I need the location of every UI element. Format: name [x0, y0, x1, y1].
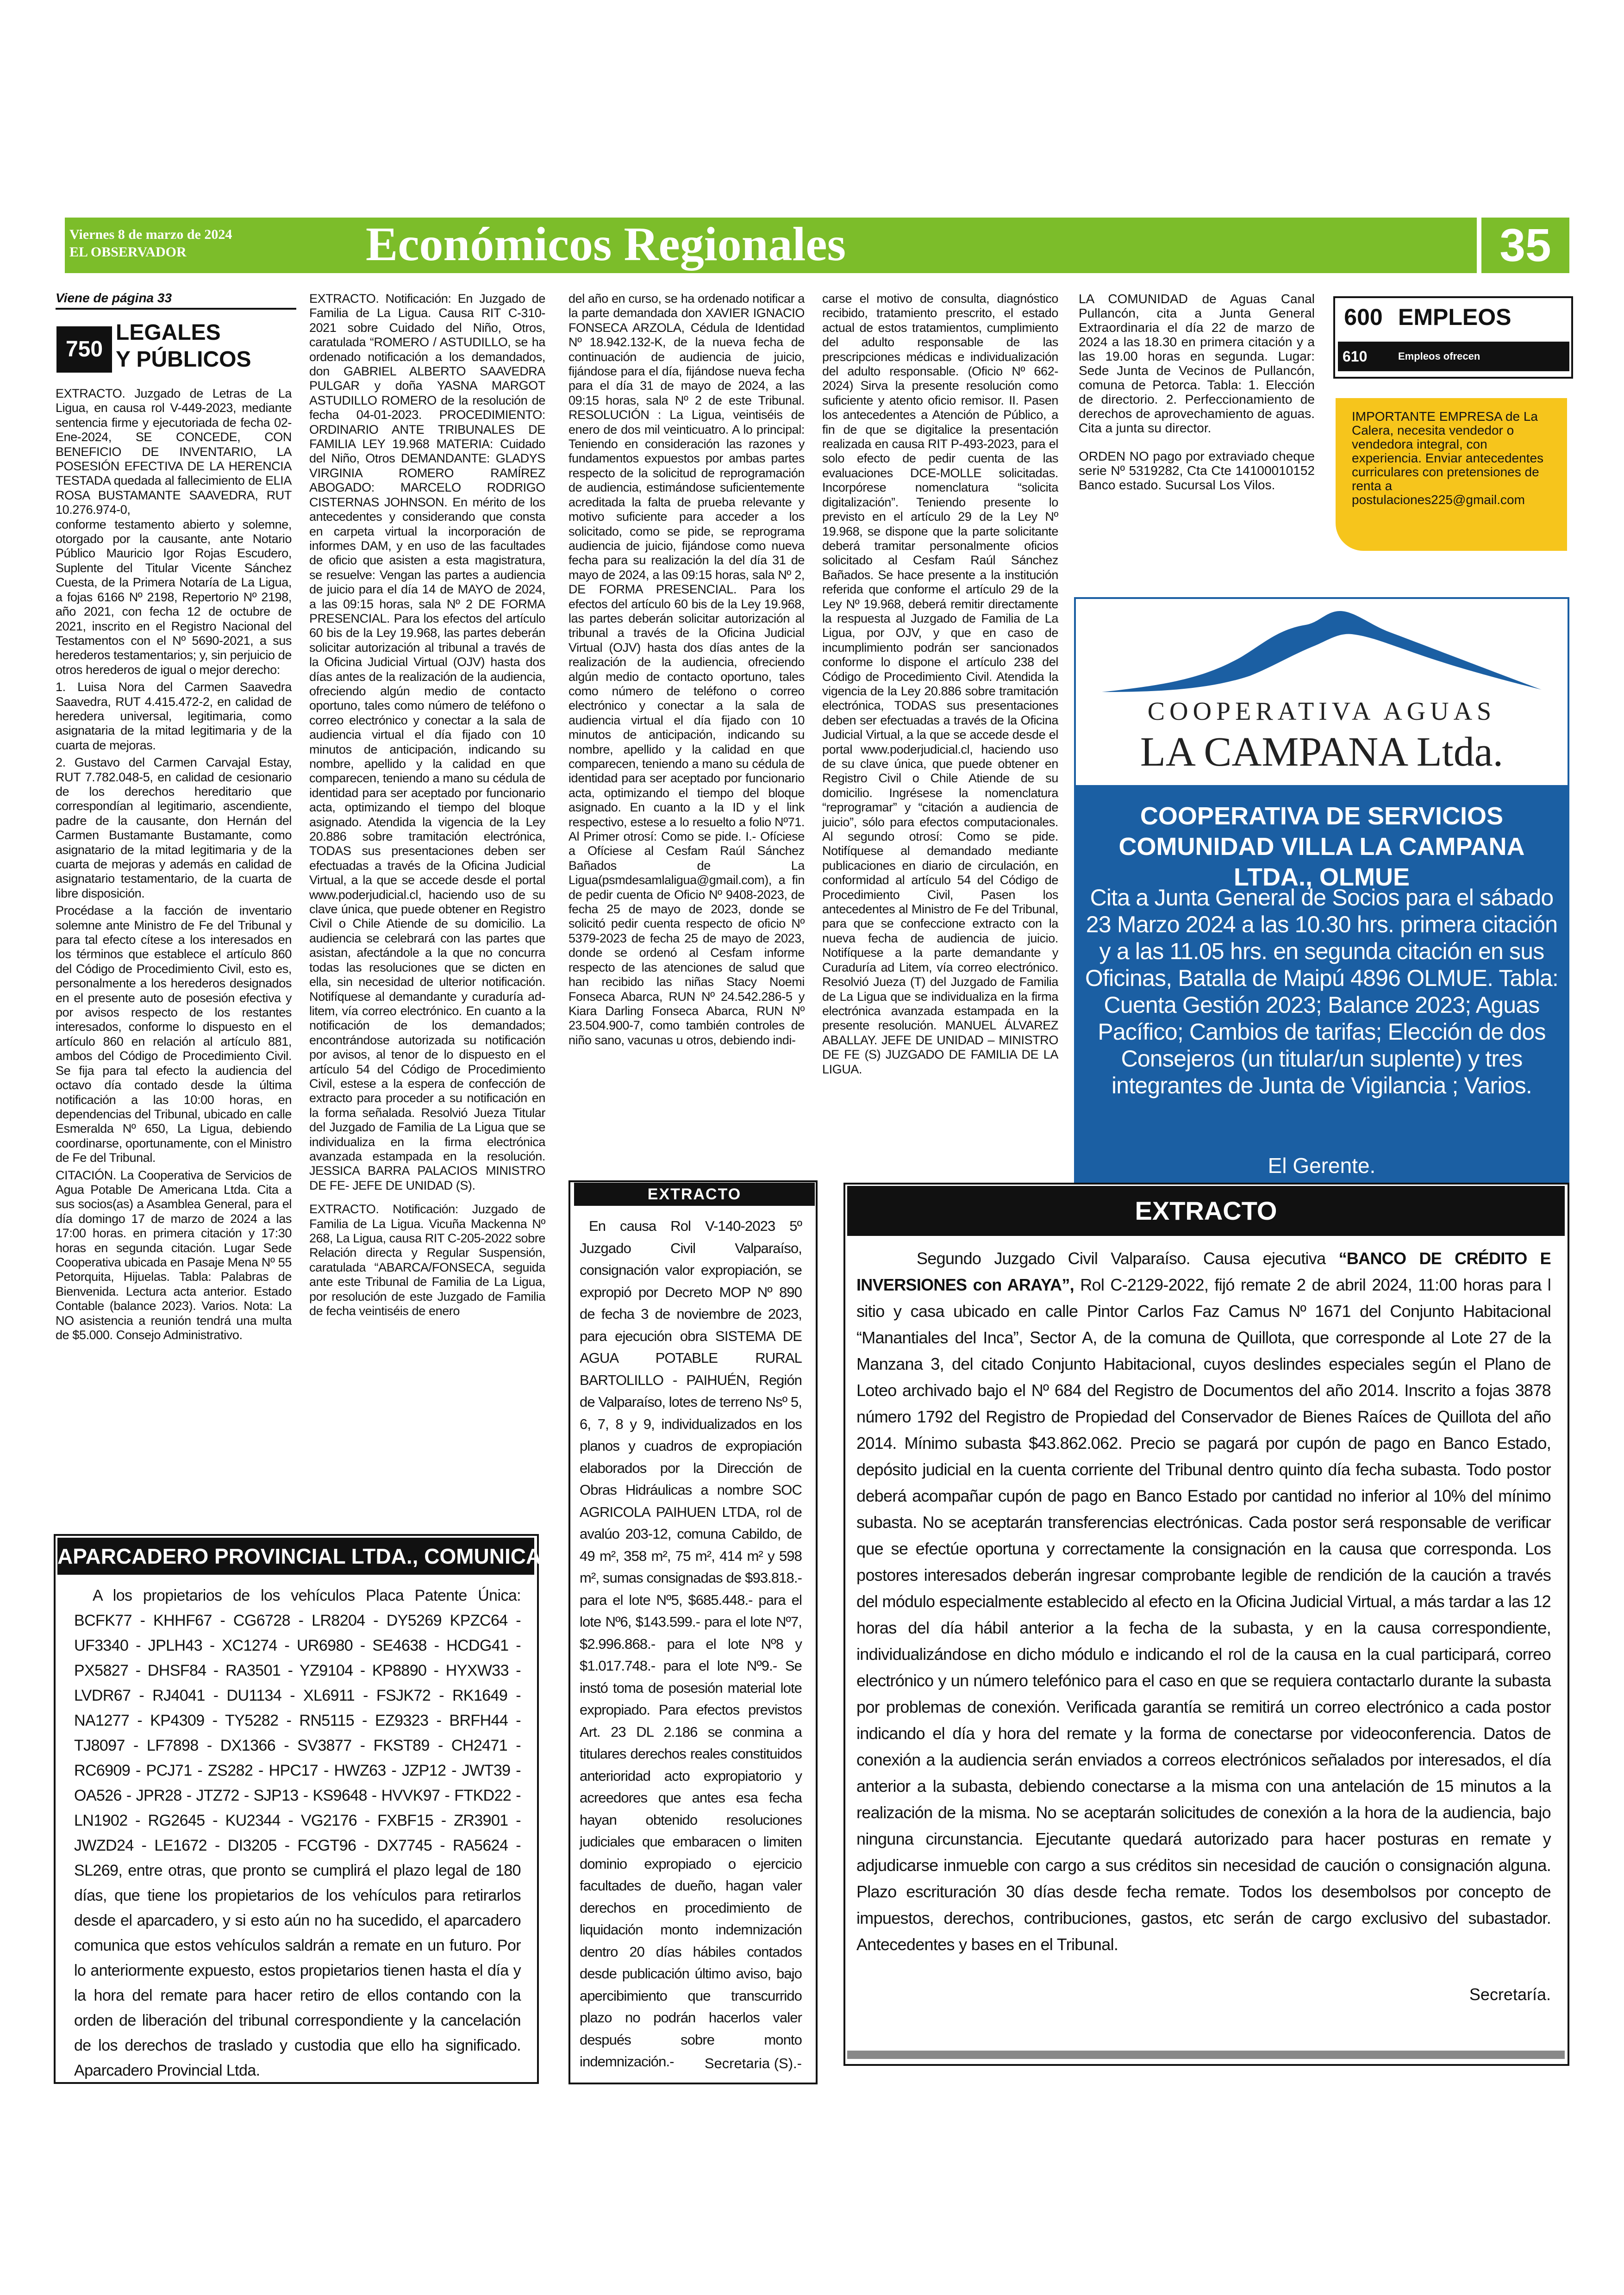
column-2-notices: [309, 292, 545, 1509]
section-code: 750: [56, 326, 112, 373]
cooperativa-heading: COOPERATIVA DE SERVICIOS COMUNIDAD VILLA LA CAMPANA LTDA., OLMUE: [1118, 802, 1525, 891]
cooperativa-signature: El Gerente.: [1268, 1154, 1376, 1178]
cooperativa-logo-line-2: LA CAMPANA Ltda.: [1140, 729, 1504, 775]
notice-extracto-abarca: EXTRACTO. Notificación: Juzgado de Familia de La Ligua. Vicuña Mackenna Nº 268, La Ligua, causa RIT C-205-2022 sobre Relación directa y Regular Suspensión, caratulada “ABARCA/FONSECA, seguida ante este Tribunal de Familia de La Ligua, por resolución de este Juzgado de Familia de fecha veintiséis de enero: [309, 1202, 545, 1318]
extracto-expropiacion-title: EXTRACTO: [574, 1183, 815, 1206]
column-5-notices: [1079, 292, 1315, 551]
extracto-remate-body-wrap: [856, 1245, 1551, 1995]
job-ad-text: IMPORTANTE EMPRESA de La Calera, necesita vendedor o vendedora integral, con experiencia. Enviar antecedentes curriculares con pretensiones de renta a postulaciones225@gmail.com: [1352, 409, 1544, 507]
empleos-sub-code: 610: [1343, 345, 1380, 368]
column-3-notices: [568, 292, 805, 1180]
extracto-remate-rest: Rol C-2129-2022, fijó remate 2 de abril 2024, 11:00 horas para l sitio y casa ubicado en calle Pintor Carlos Faz Camus Nº 1671 del Conjunto Habitacional “Manantiales del Inca”, Sector A, de la comuna de Quillota, que corresponde al Lote 27 de la Manzana 3, del citado Conjunto Habitacional, cuyos deslindes especiales según el Plano de Loteo archivado bajo el Nº 684 del Registro de Documentos del año 2014. Inscrito a fojas 3878 número 1792 del Registro de Propiedad del Conservador de Bienes Raíces de Quillota del año 2014. Mínimo subasta $43.862.062. Precio se pagará por cupón de pago en Banco Estado, depósito judicial en la cuenta corriente del Tribunal dentro quinto día fecha subasta. Todo postor deberá acompañar cupón de pago en Banco Estado por cantidad no inferior al 10% del mínimo subasta. No se aceptarán transferencias electrónicas. Cada postor será responsable de verificar que se efectúe oportuna y correctamente la consignación en la causa que corresponda. Los postores interesados deberán ingresar comprobante legible de rendición de la caución a través del módulo especialmente establecido al efecto en la Oficina Judicial Virtual, a más tardar a las 12 horas del día hábil anterior a la fecha de la subasta, y en la causa correspondiente, individualizándose en dicho módulo e indicando el rol de la causa en la cual participará, correo electrónico y un número telefónico para el caso en que se requiera contactarlo durante la subasta por problemas de conexión. Verificada garantía se remitirá un correo electrónico a cada postor indicando el día y hora del remate y la forma de conectarse por videoconferencia. Datos de conexión a la audiencia serán enviados a correos electrónicos señalados por interesados, el día anterior a la subasta, debiendo conectarse a la misma con una antelación de 15 minutos a la realización de la misma. No se aceptarán solicitudes de conexión a la hora de la audiencia, bajo ninguna circunstancia. Ejecutante quedará autorizado para hacer posturas en remate y adjudicarse inmueble con cargo a sus créditos sin necesidad de caución o consignación alguna. Plazo escrituración 30 días desde fecha remate. Todos los desembolsos por concepto de impuestos, derechos, contribuciones, gastos, etc serán de cargo exclusivo del subastador. Antecedentes y bases en el Tribunal.: [856, 1275, 1551, 1954]
extracto-expropiacion-body: En causa Rol V-140-2023 5º Juzgado Civil Valparaíso, consignación valor expropiación, se expropió por Decreto MOP Nº 890 de fecha 3 de noviembre de 2023, para ejecución obra SISTEMA DE AGUA POTABLE RURAL BARTOLILLO - PAIHUÉN, Región de Valparaíso, lotes de terreno Nsº 5, 6, 7, 8 y 9, individualizados en los planos y cuadros de expropiación elaborados por la Dirección de Obras Hidráulicas a nombre SOC AGRICOLA PAIHUEN LTDA, rol de avalúo 203-12, comuna Cabildo, de 49 m², 358 m², 75 m², 414 m² y 598 m², sumas consignadas de $93.818.- para el lote Nº5, $685.448.- para el lote Nº6, $143.599.- para el lote Nº7, $2.996.868.- para el lote Nº8 y $1.017.748.- para el lote Nº9.- Se instó toma de posesión material lote expropiado. Para efectos previstos Art. 23 DL 2.186 se conmina a titulares derechos reales constituidos anterioridad acto expropiatorio y acreedores que antes esa fecha hayan obtenido resoluciones judiciales que embaracen o limiten dominio expropiado o ejercicio facultades de dueño, hagan valer derechos en procedimiento de liquidación monto indemnización dentro 20 días hábiles contados desde publicación último aviso, bajo apercibimiento que transcurrido plazo no podrán hacerlos valer después sobre monto indemnización.-: [580, 1218, 802, 2070]
notice-extracto-romero: EXTRACTO. Notificación: En Juzgado de Familia de La Ligua. Causa RIT C-310-2021 sobre Cuidado del Niño, Otros, caratulada “ROMERO / ASTUDILLO, se ha ordenado notificación a los demandados, don GABRIEL ALBERTO SAAVEDRA PULGAR y doña YASNA MARGOT ASTUDILLO ROMERO de la resolución de fecha 04-01-2023. PROCEDIMIENTO: ORDINARIO ANTE TRIBUNALES DE FAMILIA LEY 19.968 MATERIA: Cuidado del Niño, Otros DEMANDANTE: GLADYS VIRGINIA ROMERO RAMÍREZ ABOGADO: MARCELO RODRIGO CISTERNAS JOHNSON. En mérito de los antecedentes y considerando que consta en carpeta virtual la incorporación de informes DAM, y en uso de las facultades de oficio que asisten a esta magistratura, se resuelve: Vengan las partes a audiencia de juicio para el día 14 de MAYO de 2024, a las 09:15 horas, sala Nº 2 DE FORMA PRESENCIAL. Para los efectos del artículo 60 bis de la Ley 19.968, las partes deberán solicitar autorización al tribunal a través de la Oficina Judicial Virtual (OJV) hasta dos días antes de la realización de la audiencia, ofreciendo algún medio de contacto oportuno, tales como número de teléfono o correo electrónico y conectar a la sala de audiencia virtual el día fijado con 10 minutos de anticipación, indicando su nombre, apellido y la calidad en que comparecen, teniendo a mano su cédula de identidad para ser aceptado por funcionario acta, optimizando el tiempo del bloque asignado. Atendida la vigencia de la Ley 20.886 sobre tramitación electrónica, TODAS sus presentaciones deben ser efectuadas a través de la Oficina Judicial Virtual, a la que se accede desde el portal www.poderjudicial.cl, haciendo uso de su clave única, que puede obtener en Registro Civil o Chile Atiende de su domicilio. La audiencia se celebrará con las partes que asistan, afectándole a la que no concurra todas las resoluciones que se dicten en ella, sin necesidad de ulterior notificación. Notifíquese al demandante y curaduría ad-litem, vía correo electrónico. En cuanto a la notificación de los demandados; encontrándose autorizada su notificación por avisos, al tenor de lo dispuesto en el artículo 54 del Código de Procedimiento Civil, estese a la espera de confección de extracto para proceder a su notificación en la forma señalada. Resolvió Jueza Titular del Juzgado de Familia de La Ligua que se individualiza en la firma electrónica avanzada estampada en la resolución. JESSICA BARRA PALACIOS MINISTRO DE FE- JEFE DE UNIDAD (S).: [309, 292, 545, 1192]
aparcadero-title: APARCADERO PROVINCIAL LTDA., COMUNICA:: [57, 1538, 534, 1575]
notice-extracto-abarca-end: carse el motivo de consulta, diagnóstico recibido, tratamiento prescrito, el estado actual de estos tratamientos, cumplimiento del adulto responsable de las prescripciones médicas e individualización del adulto responsable. (Oficio Nº 662-2024) Sirva la presente resolución como suficiente y atento oficio remisor. II. Pasen los antecedentes a Atención de Público, a fin de que se digitalice la presentación realizada en causa RIT P-493-2023, para el solo efecto de pedir cuenta de las evaluaciones DCE-MOLLE solicitadas. Incorpórese nomenclatura “solicita digitalización”. Teniendo presente lo previsto en el artículo 29 de la Ley Nº 19.968, se dispone que la parte solicitante deberá tramitar personalmente oficios solicitado al Cesfam Raúl Sánchez Bañados. Se hace presente a la institución referida que conforme el artículo 29 de la Ley Nº 19.968, deberá remitir directamente la respuesta al Juzgado de Familia de La Ligua, por OJV, y que en caso de incumplimiento podrán ser sancionados conforme lo dispone el artículo 238 del Código de Procedimiento Civil. Atendida la vigencia de la Ley 20.886 sobre tramitación electrónica, TODAS sus presentaciones deben ser efectuadas a través de la Oficina Judicial Virtual, a la que se accede desde el portal www.poderjudicial.cl, haciendo uso de su clave única, que puede obtener en Registro Civil o Chile Atiende de su domicilio. Ingrésese la nomenclatura “reprogramar” y “citación a audiencia de juicio”, sólo para efectos computacionales. Al segundo otrosí: Como se pide. Notifíquese al demandado mediante publicaciones en diario de circulación, en conformidad al artículo 54 del Código de Procedimiento Civil, Pasen los antecedentes al Ministro de Fe del Tribunal, para que se confeccione extracto con la nueva fecha de audiencia de juicio. Notifíquese a la parte demandante y Curaduría ad Litem, vía correo electrónico. Resolvió Jueza (T) del Juzgado de Familia de La Ligua que se individualiza en la firma electrónica avanzada estampada en la presente resolución. MANUEL ÁLVAREZ ABALLAY. JEFE DE UNIDAD – MINISTRO DE FE (S) JUZGADO DE FAMILIA DE LA LIGUA.: [822, 292, 1058, 1076]
extracto-remate-caratula: “BANCO DE CRÉDITO E INVERSIONES con ARAYA”,: [856, 1249, 1551, 1294]
column-4-notices: [822, 292, 1058, 1171]
notice-extracto-abarca-cont: del año en curso, se ha ordenado notificar a la parte demandada don XAVIER IGNACIO FONSECA ARZOLA, Cédula de Identidad Nº 18.942.132-K, de la nueva fecha de continuación de audiencia de juicio, fijándose para el día, fijándose nueva fecha para el día 31 de mayo de 2024, a las 09:15 horas, sala Nº 2 de este Tribunal. RESOLUCIÓN : La Ligua, veintiséis de enero de dos mil veinticuatro. A lo principal: Teniendo en consideración las razones y fundamentos expuestos por ambas partes respecto de la solicitud de reprogramación de audiencia, estimándose suficientemente acreditada la falta de prueba relevante y motivo suficiente para acceder a los solicitado, como se pide, se reprograma audiencia de juicio, fijándose como nueva fecha para su realización la del día 31 de mayo de 2024, a las 09:15 horas, sala Nº 2, DE FORMA PRESENCIAL. Para los efectos del artículo 60 bis de la Ley 19.968, las partes deberán solicitar autorización al tribunal a través de la Oficina Judicial Virtual (OJV) hasta dos días antes de la realización de la audiencia, ofreciendo algún medio de contacto oportuno, tales como número de teléfono o correo electrónico y conectar a la sala de audiencia virtual el día fijado con 10 minutos de anticipación, indicando su nombre, apellido y la calidad en que comparecen, teniendo a mano su cédula de identidad para ser aceptado por funcionario acta, optimizando el tiempo del bloque asignado. En cuanto a la ID y el link respectivo, estese a lo resuelto a folio Nº71. Al Primer otrosí: Como se pide. I.- Ofíciese a Ofíciese al Cesfam Raúl Sánchez Bañados de La Ligua(psmdesamlaligua@gmail.com), a fin de pedir cuenta de Oficio Nº 9408-2023, de fecha 25 de mayo de 2023, donde se solicitó pedir cuenta respecto de oficio Nº 5379-2023 de fecha 25 de mayo de 2023, donde se ordenó al Cesfam informe respecto de las atenciones de salud que han recibido las niñas Stacy Noemi Fonseca Abarca, RUN Nº 24.542.286-5 y Kiara Darling Fonseca Abarca, RUN Nº 23.504.900-7, como también controles de niño sano, vacunas u otros, debiendo indi-: [568, 292, 805, 1047]
notice-comunidad-aguas: LA COMUNIDAD de Aguas Canal Pullancón, cita a Junta General Extraordinaria el día 22 de marzo de 2024 a las 18.30 en primera citación y a las 19.00 horas en segunda. Lugar: Sede Junta de Vecinos de Pullancón, comuna de Petorca. Tabla: 1. Elección de directorio. 2. Perfeccionamiento de derechos de aprovechamiento de aguas. Cita a junta su director.: [1079, 292, 1315, 435]
empleos-label: EMPLEOS: [1398, 304, 1512, 330]
section-rule: [56, 308, 296, 310]
notice-orden-no-pago: ORDEN NO pago por extraviado cheque serie Nº 5319282, Cta Cte 14100010152 Banco estado. Sucursal Los Vilos.: [1079, 449, 1315, 492]
section-label: [116, 319, 301, 373]
continued-note: Viene de página 33: [56, 291, 172, 305]
header-date: Viernes 8 de marzo de 2024: [69, 227, 232, 242]
cooperativa-body: Cita a Junta General de Socios para el sábado 23 Marzo 2024 a las 10.30 hrs. primera citación y a las 11.05 hrs. en segunda citación en sus Oficinas, Batalla de Maipú 4896 OLMUE. Tabla: Cuenta Gestión 2023; Balance 2023; Aguas Pacífico; Cambios de tarifas; Elección de dos Consejeros (un titular/un suplente) y tres integrantes de Junta de Vigilancia ; Varios.: [1085, 885, 1558, 1098]
notice-citacion-cooperativa: CITACIÓN. La Cooperativa de Servicios de Agua Potable De Americana Ltda. Cita a sus socios(as) a Asamblea General, para el día domingo 17 de marzo de 2024 a las 17:00 horas. en primera citación y 17:30 horas en segunda citación. Lugar Sede Cooperativa ubicada en Pasaje Mena Nº 55 Petorquita, Hijuelas. Tabla: Palabras de Bienvenida. Lectura acta anterior. Estado Contable (balance 2023). Varios. Nota: La NO asistencia a reunión tendrá una multa de $5.000. Consejo Administrativo.: [56, 1168, 292, 1342]
header-date-block: [69, 226, 329, 261]
aparcadero-body: A los propietarios de los vehículos Placa Patente Única: BCFK77 - KHHF67 - CG6728 - LR8204 - DY5269 KPZC64 - UF3340 - JPLH43 - XC1274 - UR6980 - SE4638 - HCDG41 - PX5827 - DHSF84 - RA3501 - YZ9104 - KP8890 - HYXW33 - LVDR67 - RJ4041 - DU1134 - XL6911 - FSJK72 - RK1649 - NA1277 - KP4309 - TY5282 - RN5115 - EZ9323 - BRFH44 - TJ8097 - LF7898 - DX1366 - SV3877 - FKST89 - CH2471 - RC6909 - PCJ71 - ZS282 - HPC17 - HWZ63 - JZP12 - JWT39 - OA526 - JPR28 - JTZ72 - SJP13 - KS9648 - HVVK97 - FTKD22 - LN1902 - RG2645 - KU2344 - VG2176 - FXBF15 - ZR3901 - JWZD24 - LE1672 - DI3205 - FCGT96 - DX7745 - RA5624 - SL269, entre otras, que pronto se cumplirá el plazo legal de 180 días, que tiene los propietarios de los vehículos para retirarlos desde el aparcadero, y si esto aún no ha sucedido, el aparcadero comunica que estos vehículos saldrán a remate en un futuro. Por lo anteriormente expuesto, estos propietarios tienen hasta el día y la hora del remate para hacer retiro de ellos contando con la orden de liberación del tribunal correspondiente y la cancelación de los derechos de traslado y custodia que ello ha significado. Aparcadero Provincial Ltda.: [74, 1587, 521, 2079]
extracto-remate-intro: Segundo Juzgado Civil Valparaíso. Causa ejecutiva: [917, 1249, 1339, 1268]
extracto-remate-signature: Secretaría.: [1469, 1985, 1551, 2004]
extracto-remate-body: [856, 1245, 1551, 1958]
notice-heredero-2: 2. Gustavo del Carmen Carvajal Estay, RUT 7.782.048-5, en calidad de cesionario de los derechos hereditario que correspondían al legitimario, ascendiente, padre de la causante, don Hernán del Carmen Bustamante Bustamante, como asignatario de la mitad legitimaria y de la cuarta de mejoras y además en calidad de asignatario testamentario, de la cuarta de libre disposición.: [56, 755, 292, 900]
extracto-remate-footer-bar: [847, 2051, 1565, 2059]
notice-posesion-efectiva-2: conforme testamento abierto y solemne, otorgado por la causante, ante Notario Público Mauricio Igor Rojas Escudero, Suplente del Titular Vicente Sánchez Cuesta, de la Primera Notaría de La Ligua, a fojas 6166 Nº 2198, Repertorio Nº 2198, año 2021, con fecha 12 de octubre de 2021, inscrito en el Registro Nacional del Testamentos con el Nº 5690-2021, a sus herederos testamentarios; y, sin perjuicio de otros herederos de igual o mejor derecho:: [56, 517, 292, 677]
header-paper-name: EL OBSERVADOR: [69, 244, 187, 260]
empleos-code: 600: [1338, 301, 1389, 333]
extracto-remate-title: EXTRACTO: [847, 1186, 1565, 1236]
page-number: 35: [1481, 218, 1569, 273]
extracto-expropiacion-signature: Secretaria (S).-: [704, 2055, 802, 2071]
cooperativa-logo-line-1: COOPERATIVA AGUAS: [1147, 697, 1496, 726]
column-1-notices: [56, 387, 292, 1511]
section-title: Económicos Regionales: [366, 218, 846, 271]
empleos-sub-label: Empleos ofrecen: [1398, 350, 1480, 362]
section-label-line-2: Y PÚBLICOS: [116, 347, 251, 372]
notice-heredero-1: 1. Luisa Nora del Carmen Saavedra Saavedra, RUT 4.415.472-2, en calidad de heredera universal, legitimaria, como asignataria de la mitad legitimaria y de la cuarta de mejoras.: [56, 680, 292, 752]
notice-posesion-efectiva: EXTRACTO. Juzgado de Letras de La Ligua, en causa rol V-449-2023, mediante sentencia firme y ejecutoriada de fecha 02-Ene-2024, SE CONCEDE, CON BENEFICIO DE INVENTARIO, LA POSESIÓN EFECTIVA DE LA HERENCIA TESTADA quedada al fallecimiento de ELIA ROSA BUSTAMANTE SAAVEDRA, RUT 10.276.974-0,: [56, 387, 292, 517]
mountain-logo-icon: [1074, 597, 1569, 704]
aparcadero-body-wrap: [74, 1583, 521, 2079]
section-label-line-1: LEGALES: [116, 320, 221, 345]
notice-inventario: Procédase a la facción de inventario solemne ante Ministro de Fe del Tribunal y para tal efecto cítese a los interesados en los términos que establece el artículo 860 del Código de Procedimiento Civil, esto es, personalmente a los herederos designados en el presente auto de posesión efectiva y por avisos respecto de los restantes interesados, conforme lo dispuesto en el artículo 860 en relación al artículo 881, ambos del Código de Procedimiento Civil. Se fija para tal efecto la audiencia del octavo día contado desde la última notificación a las 10:00 horas, en dependencias del Tribunal, ubicado en calle Esmeralda Nº 650, La Ligua, debiendo coordinarse, oportunamente, con el Ministro de Fe del Tribunal.: [56, 904, 292, 1165]
